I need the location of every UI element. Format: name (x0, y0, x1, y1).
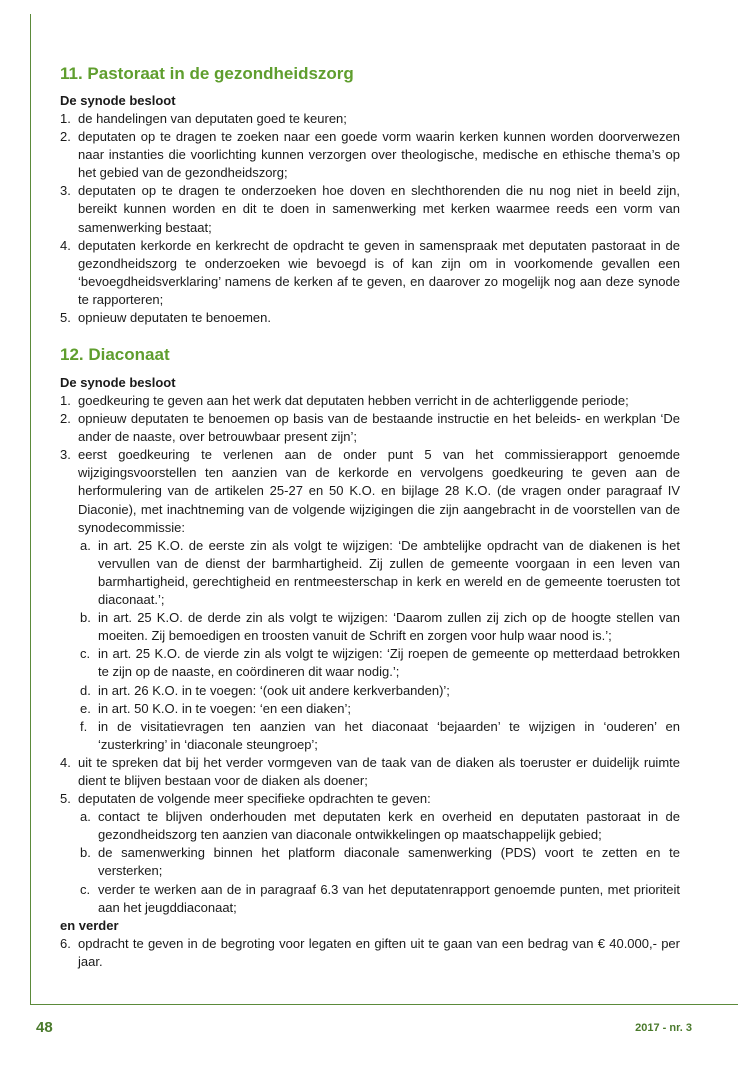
sub-list-item (60, 682, 680, 700)
list-item (60, 182, 680, 236)
list-item-text: in art. 26 K.O. in te voegen: ‘(ook uit andere kerkverbanden)’; (98, 682, 450, 698)
list-item-text: deputaten op te dragen te zoeken naar een goede vorm waarin kerken kunnen worden doorverwezen naar instanties die voorlichting kunnen verzorgen over theologische, medische en ethische thema’s op het gebied van de gezondheidszorg; (78, 129, 680, 181)
list-item-text: eerst goedkeuring te verlenen aan de onder punt 5 van het commissierapport genoemde wijzigingsvoorstellen ten aanzien van de kerkorde en vervolgens goedkeuring te geven aan de herformulering van de artikelen 25-27 en 50 K.O. en bijlage 28 K.O. (de vragen onder paragraaf IV Diaconie), met inachtneming van de volgende wijzigingen die zijn aangebracht in de voorstellen van de synodecommissie: (78, 447, 680, 535)
list-item (60, 410, 680, 446)
section-12-extra-head: en verder (60, 917, 119, 933)
margin-rule-vertical (30, 14, 31, 1004)
list-item-text: uit te spreken dat bij het verder vormgeven van de taak van de diaken als toeruster er duidelijk ruimte dient te blijven bestaan voor de diaken als doener; (78, 754, 680, 788)
list-item-number: a. (80, 809, 91, 825)
list-item-number: a. (80, 537, 91, 553)
page-number: 48 (36, 1019, 53, 1036)
list-item-number: 4. (60, 754, 71, 770)
list-item (60, 754, 680, 790)
list-item-text: opdracht te geven in de begroting voor legaten en giften uit te gaan van een bedrag van € 40.000,- per jaar. (78, 935, 680, 969)
list-item-number: 1. (60, 393, 71, 408)
list-item-text: in de visitatievragen ten aanzien van het diaconaat ‘bejaarden’ te wijzigen in ‘ouderen’ en ‘zusterkring’ in ‘diaconale steungroep’; (98, 718, 680, 752)
list-item (60, 128, 680, 182)
list-item-text: in art. 50 K.O. in te voegen: ‘en een diaken’; (98, 700, 351, 716)
sub-list-item (60, 609, 680, 645)
list-item-number: 3. (60, 183, 71, 199)
list-item (60, 237, 680, 309)
section-11-list (60, 110, 680, 327)
list-item-number: 4. (60, 237, 71, 253)
sub-list-item (60, 844, 680, 880)
list-item-number: 2. (60, 411, 71, 427)
list-item-number: 6. (60, 935, 71, 951)
list-item-text: opnieuw deputaten te benoemen op basis van de bestaande instructie en het beleids- en werkplan ‘De ander de naaste, over betrouwbaar present zijn’; (78, 411, 680, 445)
list-item-number: e. (80, 700, 91, 716)
list-item-number: 5. (60, 310, 71, 326)
section-12-title: 12. Diaconaat (60, 345, 170, 364)
sub-list-item (60, 718, 680, 754)
section-diaconaat (60, 345, 680, 971)
footer-rule (30, 1004, 738, 1005)
list-item-text: in art. 25 K.O. de eerste zin als volgt te wijzigen: ‘De ambtelijke opdracht van de diakenen is het vervullen van de dienst der barmhartigheid. Zij zullen de gemeente voorgaan in een leven van barmhartigheid, gerechtigheid en rentmeesterschap in kerk en wereld en de gemeente toerusten tot diaconaat.’; (98, 537, 680, 608)
list-item (60, 392, 680, 410)
section-pastoraat (60, 64, 680, 327)
list-item-number: c. (80, 881, 91, 897)
list-item-text: deputaten op te dragen te onderzoeken hoe doven en slechthorenden die nu nog niet in beeld zijn, bereikt kunnen worden en dit te doen in samenwerking met kerken waarmee reeds een vorm van samenwerking bestaat; (78, 183, 680, 235)
list-item-text: in art. 25 K.O. de derde zin als volgt te wijzigen: ‘Daarom zullen zij zich op de hoogte stellen van moeiten. Zij bemoedigen en troosten vanuit de Schrift en zorgen voor hulp waar nood is.’; (98, 610, 680, 644)
list-item (60, 935, 680, 971)
list-item-text: goedkeuring te geven aan het werk dat deputaten hebben verricht in de achterliggende periode; (78, 393, 629, 408)
sub-list-item (60, 700, 680, 718)
section-11-title: 11. Pastoraat in de gezondheidszorg (60, 64, 354, 83)
sub-list-item (60, 537, 680, 609)
list-item-number: 1. (60, 111, 71, 126)
list-item-text: deputaten de volgende meer specifieke opdrachten te geven: (78, 791, 431, 807)
list-item (60, 790, 680, 808)
list-item-number: 2. (60, 129, 71, 145)
issue-label: 2017 - nr. 3 (635, 1022, 692, 1034)
list-item-number: d. (80, 682, 91, 698)
list-item-number: c. (80, 646, 91, 662)
section-12-intro: De synode besloot (60, 375, 176, 390)
list-item-text: de handelingen van deputaten goed te keuren; (78, 111, 347, 126)
sub-list-item (60, 808, 680, 844)
sub-list-item (60, 881, 680, 917)
list-item-text: de samenwerking binnen het platform diaconale samenwerking (PDS) voort te zetten en te versterken; (98, 845, 680, 879)
list-item (60, 446, 680, 536)
list-item (60, 110, 680, 128)
list-item-number: 5. (60, 791, 71, 807)
sub-list-item (60, 645, 680, 681)
list-item-text: verder te werken aan de in paragraaf 6.3 van het deputatenrapport genoemde punten, met prioriteit aan het jeugddiaconaat; (98, 881, 680, 915)
list-item-text: in art. 25 K.O. de vierde zin als volgt te wijzigen: ‘Zij roepen de gemeente op metterdaad betrokken te zijn op de naaste, en coördineren dit waar nodig.’; (98, 646, 680, 680)
list-item-number: f. (80, 718, 88, 734)
list-item-number: b. (80, 610, 91, 626)
list-item-number: b. (80, 845, 91, 861)
section-11-intro: De synode besloot (60, 93, 176, 108)
list-item (60, 309, 680, 327)
list-item-text: contact te blijven onderhouden met deputaten kerk en overheid en deputaten pastoraat in de gezondheidszorg ten aanzien van diaconale ontwikkelingen op maatschappelijk gebied; (98, 809, 680, 843)
list-item-text: deputaten kerkorde en kerkrecht de opdracht te geven in samenspraak met deputaten pastoraat in de gezondheidszorg te onderzoeken wie bevoegd is of kan zijn om in voorkomende gevallen een ‘bevoegdheidsverklaring’ namens de kerken af te geven, en daarover zo mogelijk nog aan deze synode te rapporteren; (78, 237, 680, 307)
list-item-text: opnieuw deputaten te benoemen. (78, 310, 271, 326)
list-item-number: 3. (60, 447, 71, 463)
section-12-extra-list (60, 935, 680, 971)
section-12-list (60, 392, 680, 917)
